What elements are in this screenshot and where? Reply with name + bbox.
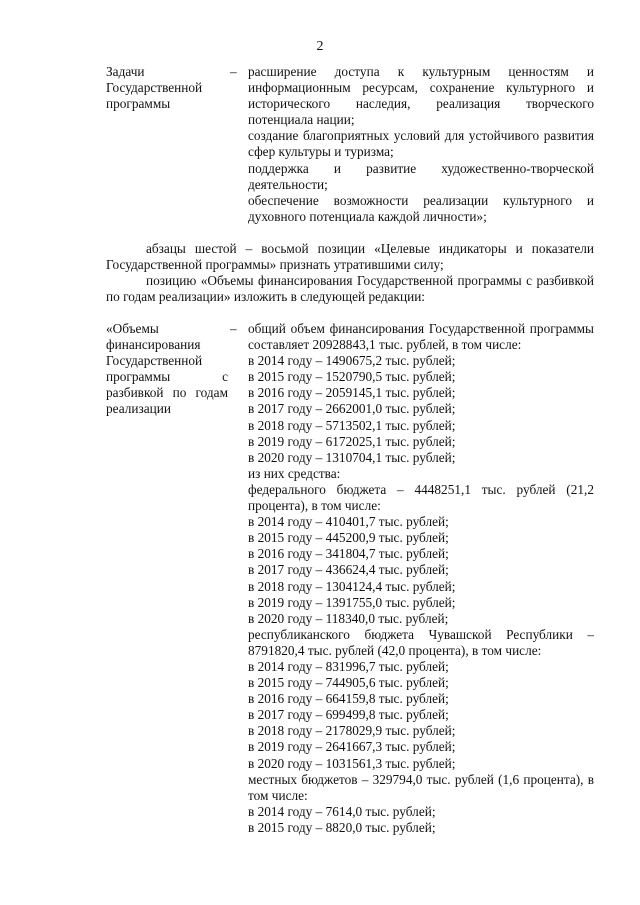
federal-intro: федерального бюджета – 4448251,1 тыс. рублей (21,2 процента), в том числе: [248, 481, 594, 514]
total-year-line: в 2015 году – 1520790,5 тыс. рублей; [248, 369, 456, 385]
local-intro: местных бюджетов – 329794,0 тыс. рублей (1,6 процента), в том числе: [248, 771, 594, 803]
federal-year-line: в 2014 году – 410401,7 тыс. рублей; [248, 514, 449, 530]
total-year-line: в 2019 году – 6172025,1 тыс. рублей; [248, 433, 456, 449]
amendment-paragraph: позицию «Объемы финансирования Государственной программы с разбивкой по годам реализации» изложить в следующей редакции: [106, 273, 594, 305]
page-number: 2 [316, 39, 324, 54]
federal-year-line: в 2016 году – 341804,7 тыс. рублей; [248, 546, 449, 562]
funding-label: «Объемы финансирования Государственной программы с разбивкой по годам реализации [106, 321, 228, 417]
task-item: создание благоприятных условий для устойчивого развития сфер культуры и туризма; [248, 128, 594, 160]
federal-year-line: в 2017 году – 436624,4 тыс. рублей; [248, 562, 449, 578]
republic-year-line: в 2018 году – 2178029,9 тыс. рублей; [248, 723, 456, 739]
republic-year-line: в 2020 году – 1031561,3 тыс. рублей; [248, 755, 456, 771]
tasks-dash: – [230, 64, 237, 79]
task-item: расширение доступа к культурным ценностям и информационным ресурсам, сохранение культурного и исторического наследия, реализация творческого потенциала нации; [248, 64, 594, 128]
local-year-line: в 2014 году – 7614,0 тыс. рублей; [248, 803, 436, 819]
federal-year-line: в 2020 году – 118340,0 тыс. рублей; [248, 610, 449, 626]
republic-year-line: в 2014 году – 831996,7 тыс. рублей; [248, 658, 449, 674]
republic-year-line: в 2015 году – 744905,6 тыс. рублей; [248, 675, 449, 691]
federal-year-line: в 2019 году – 1391755,0 тыс. рублей; [248, 594, 456, 610]
federal-year-line: в 2015 году – 445200,9 тыс. рублей; [248, 530, 449, 546]
amendment-paragraph: абзацы шестой – восьмой позиции «Целевые индикаторы и показатели Государственной программы» признать утратившими силу; [106, 241, 594, 273]
total-intro: общий объем финансирования Государственной программы составляет 20928843,1 тыс. рублей, в том числе: [248, 321, 594, 353]
task-item: поддержка и развитие художественно-творческой деятельности; [248, 160, 594, 192]
sources-intro: из них средства: [248, 465, 341, 481]
republic-year-line: в 2019 году – 2641667,3 тыс. рублей; [248, 739, 456, 755]
republic-intro: республиканского бюджета Чувашской Республики – 8791820,4 тыс. рублей (42,0 процента), в том числе: [248, 626, 594, 658]
funding-dash: – [230, 321, 237, 336]
total-year-line: в 2018 году – 5713502,1 тыс. рублей; [248, 417, 456, 433]
total-year-line: в 2020 году – 1310704,1 тыс. рублей; [248, 449, 456, 465]
federal-year-line: в 2018 году – 1304124,4 тыс. рублей; [248, 578, 456, 594]
republic-year-line: в 2017 году – 699499,8 тыс. рублей; [248, 707, 449, 723]
total-year-line: в 2017 году – 2662001,0 тыс. рублей; [248, 401, 456, 417]
republic-year-line: в 2016 году – 664159,8 тыс. рублей; [248, 691, 449, 707]
funding-details [248, 321, 594, 836]
tasks-label: Задачи Государственной программы [106, 64, 203, 112]
total-year-line: в 2014 году – 1490675,2 тыс. рублей; [248, 353, 456, 369]
tasks-list [248, 64, 594, 225]
task-item: обеспечение возможности реализации культурного и духовного потенциала каждой личности»; [248, 192, 594, 224]
total-year-line: в 2016 году – 2059145,1 тыс. рублей; [248, 385, 456, 401]
local-year-line: в 2015 году – 8820,0 тыс. рублей; [248, 819, 436, 835]
